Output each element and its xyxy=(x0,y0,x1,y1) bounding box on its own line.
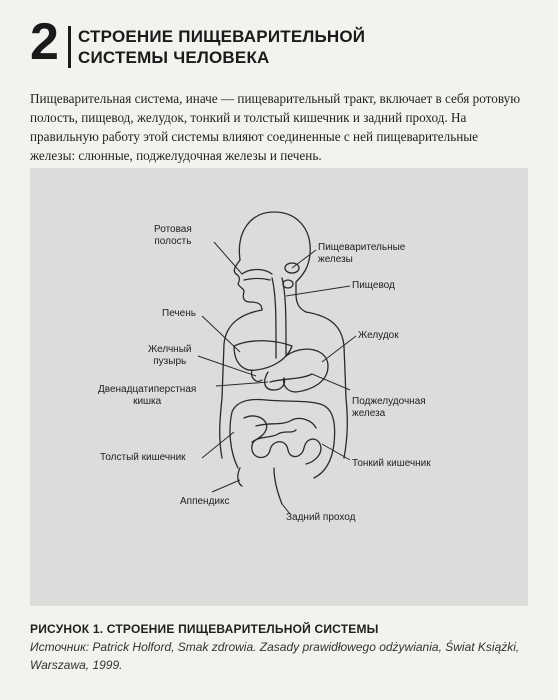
leader-pancreas xyxy=(312,374,350,390)
pancreas xyxy=(270,374,312,382)
leader-stomach xyxy=(322,336,356,362)
salivary-gland-2 xyxy=(283,280,293,288)
label-liver: Печень xyxy=(162,308,196,319)
label-esophagus: Пищевод xyxy=(352,280,395,291)
label-anus: Задний проход xyxy=(286,512,356,523)
leader-duodenum xyxy=(216,382,268,386)
large-intestine xyxy=(230,400,335,479)
esophagus xyxy=(272,278,286,358)
gallbladder xyxy=(252,370,262,381)
face-profile xyxy=(234,260,262,310)
intro-paragraph: Пищеварительная система, иначе — пищеварительный тракт, включает в себя ротовую полость, пищевод, желудок, тонкий и толстый кишечник и задний проход. На правильную работу этой системы влияют соединенные с ней пищеварительные железы: слюнные, поджелудочная железы и печень. xyxy=(30,91,521,164)
chapter-title xyxy=(78,26,365,68)
chapter-title-line2: СИСТЕМЫ ЧЕЛОВЕКА xyxy=(78,48,270,67)
small-intestine-2 xyxy=(252,430,296,442)
chapter-title-line1: СТРОЕНИЕ ПИЩЕВАРИТЕЛЬНОЙ xyxy=(78,27,366,46)
source-label: Источник: xyxy=(30,640,90,654)
chapter-number: 2 xyxy=(30,13,59,71)
liver xyxy=(234,341,292,371)
leader-glands xyxy=(292,250,316,268)
figure-caption-source xyxy=(30,638,530,674)
label-stomach: Желудок xyxy=(358,330,399,341)
appendix xyxy=(238,468,242,486)
label-colon: Толстый кишечник xyxy=(100,452,186,463)
leader-mouth xyxy=(214,242,242,274)
figure-digestive-system xyxy=(30,168,528,606)
rectum xyxy=(274,468,282,504)
figure-caption-title: РИСУНОК 1. СТРОЕНИЕ ПИЩЕВАРИТЕЛЬНОЙ СИСТЕМЫ xyxy=(30,622,379,636)
leader-gallbladder xyxy=(198,356,256,376)
label-mouth: Ротовая полость xyxy=(154,224,192,247)
leader-colon xyxy=(202,432,234,458)
label-digestive-glands: Пищеварительные железы xyxy=(318,242,406,265)
leader-appendix xyxy=(212,480,240,492)
stomach xyxy=(284,349,328,392)
label-pancreas: Поджелудочная железа xyxy=(352,396,426,419)
label-duodenum: Двенадцатиперстная кишка xyxy=(98,384,197,407)
torso-right xyxy=(306,312,347,458)
label-small-intestine: Тонкий кишечник xyxy=(352,458,431,469)
label-appendix: Аппендикс xyxy=(180,496,230,507)
source-text: Patrick Holford, Smak zdrowia. Zasady prawidłowego odżywiania, Świat Książki, Warszawa, 1999. xyxy=(30,640,520,672)
chapter-divider xyxy=(68,26,71,68)
mouth-cavity xyxy=(242,270,272,281)
chapter-header xyxy=(30,13,540,74)
label-gallbladder: Желчный пузырь xyxy=(148,344,192,367)
